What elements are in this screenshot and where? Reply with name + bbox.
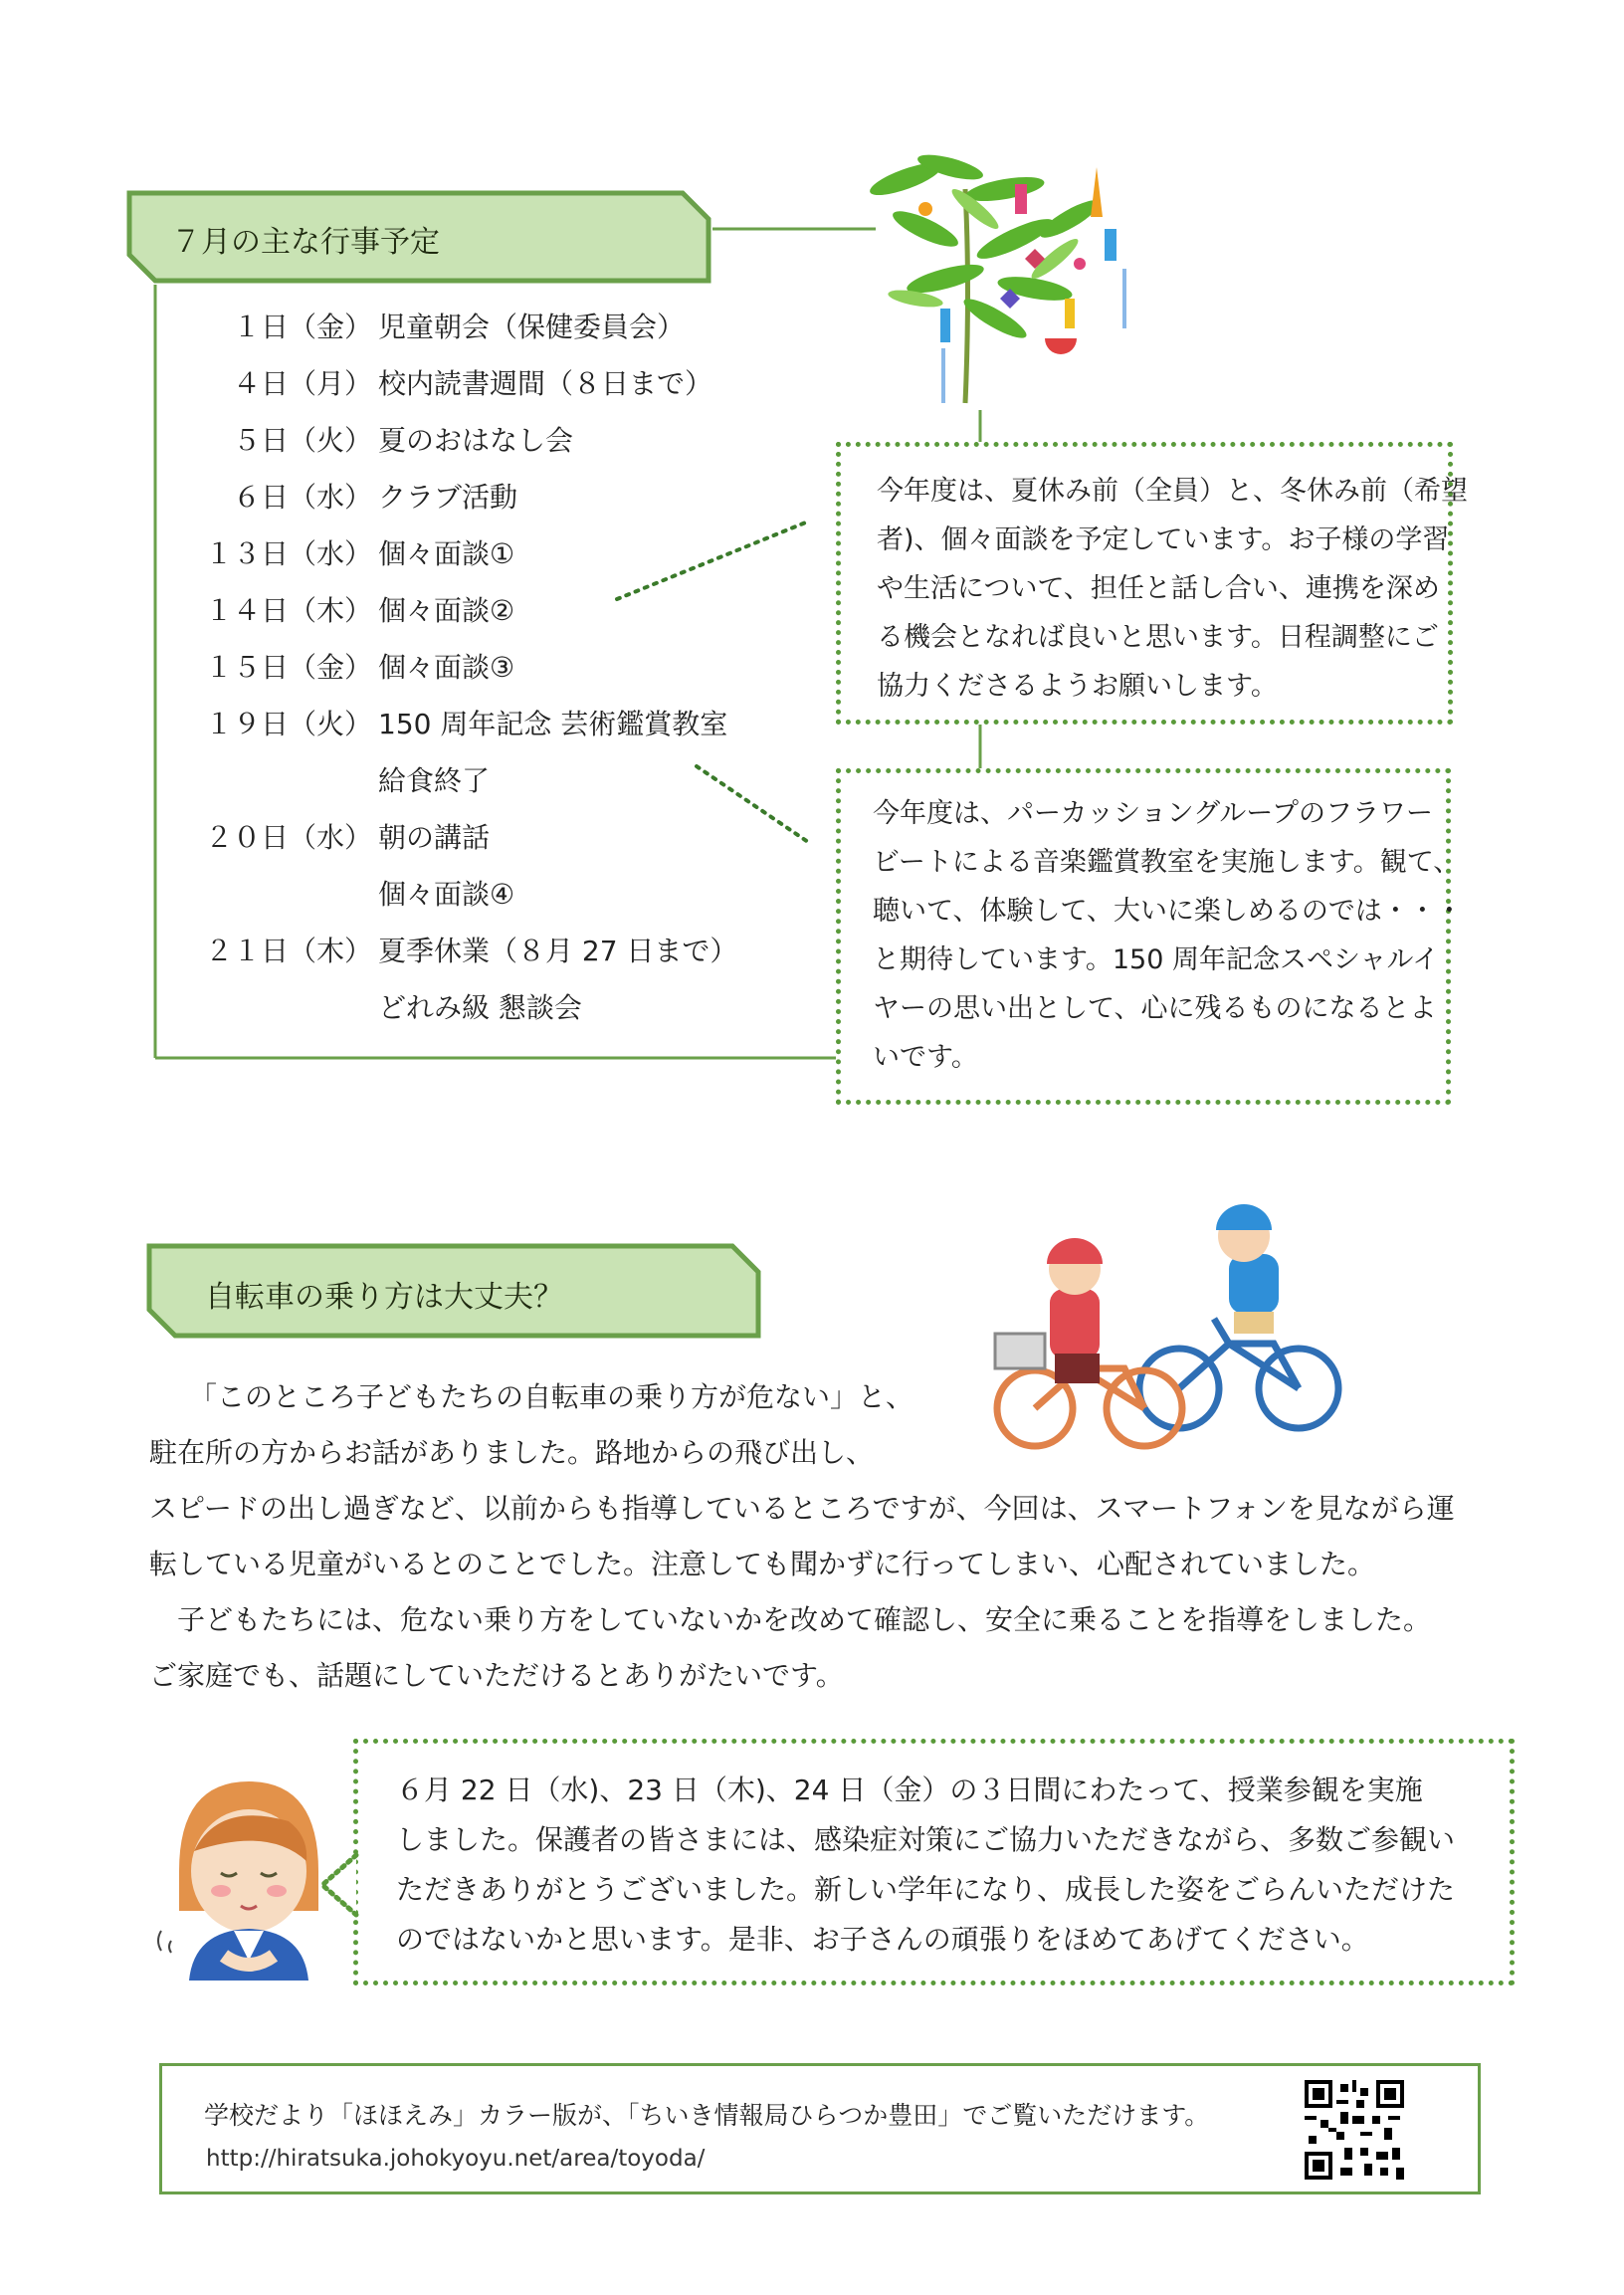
concert-note-line: ヤーの思い出として、心に残るものになるとよ [873, 993, 1437, 1024]
paragraph-line: 駐在所の方からお話がありました。路地からの飛び出し、 [149, 1436, 875, 1469]
schedule-day: １日 [232, 311, 289, 343]
july-section-title: ７月の主な行事予定 [171, 225, 440, 260]
schedule-day: ６日 [232, 481, 289, 514]
concert-note-line: 今年度は、パーカッショングループのフラワー [873, 798, 1433, 829]
schedule-weekday: （火） [289, 708, 373, 740]
schedule-event: クラブ活動 [378, 481, 518, 514]
paragraph-line: 「このところ子どもたちの自転車の乗り方が危ない」と、 [189, 1380, 914, 1413]
concert-note-line: ビートによる音楽鑑賞教室を実施します。観て、 [873, 847, 1461, 878]
schedule-event: 給食終了 [378, 764, 491, 797]
schedule-event: 個々面談② [378, 594, 515, 627]
speech-bubble-pointer [316, 1851, 360, 1921]
class-visit-note-box [353, 1739, 1515, 1985]
schedule-weekday: （金） [289, 311, 373, 343]
interview-note-line: や生活について、担任と話し合い、連携を深め [877, 573, 1440, 604]
schedule-day: ２０日 [204, 821, 289, 854]
concert-note-line: と期待しています。150 周年記念スペシャルイ [873, 944, 1440, 975]
interview-note-line: 今年度は、夏休み前（全員）と、冬休み前（希望 [877, 476, 1468, 507]
schedule-day: １９日 [204, 708, 289, 740]
schedule-day: ４日 [232, 367, 289, 400]
visit-note-line: ただきありがとうございました。新しい学年になり、成長した姿をごらんいただけた [396, 1873, 1456, 1906]
schedule-event: 個々面談① [378, 537, 515, 570]
interview-note-line: る機会となれば良いと思います。日程調整にご [877, 622, 1439, 653]
interview-note-line: 協力くださるようお願いします。 [877, 671, 1278, 702]
concert-note-box [836, 768, 1463, 1105]
interview-note-line: 者)、個々面談を予定しています。お子様の学習 [877, 524, 1450, 555]
schedule-weekday: （水） [289, 821, 373, 854]
paragraph-line: ご家庭でも、話題にしていただけるとありがたいです。 [149, 1659, 844, 1692]
interview-note-box [836, 442, 1468, 725]
schedule-weekday: （月） [289, 367, 373, 400]
concert-note-line: いです。 [873, 1042, 978, 1073]
schedule-day: １５日 [204, 651, 289, 684]
schedule-day: １３日 [204, 537, 289, 570]
schedule-weekday: （水） [289, 537, 373, 570]
schedule-weekday: （火） [289, 424, 373, 457]
visit-note-line: ６月 22 日（水)、23 日（木)、24 日（金）の３日間にわたって、授業参観を実施 [396, 1773, 1423, 1806]
paragraph-line: スピードの出し過ぎなど、以前からも指導しているところですが、今回は、スマートフォンを見ながら運 [149, 1492, 1455, 1525]
bicycle-section-heading [145, 1242, 762, 1340]
visit-note-line: しました。保護者の皆さまには、感染症対策にご協力いただきながら、多数ご参観い [396, 1823, 1456, 1856]
schedule-weekday: （木） [289, 935, 373, 967]
schedule-event: 個々面談③ [378, 651, 515, 684]
footer-url-link[interactable]: http://hiratsuka.johokyoyu.net/area/toyoda/ [206, 2146, 706, 2172]
schedule-event: 校内読書週間（８日まで） [378, 367, 713, 400]
tanabata-bamboo-illustration [866, 149, 1164, 418]
paragraph-line: 転している児童がいるとのことでした。注意しても聞かずに行ってしまい、心配されていました。 [149, 1548, 1376, 1580]
schedule-weekday: （木） [289, 594, 373, 627]
concert-note-line: 聴いて、体験して、大いに楽しめるのでは・・・ [873, 896, 1463, 927]
schedule-event: 150 周年記念 芸術鑑賞教室 [378, 708, 728, 740]
schedule-weekday: （金） [289, 651, 373, 684]
schedule-event: 夏のおはなし会 [378, 424, 574, 457]
schedule-weekday: （水） [289, 481, 373, 514]
footer-box [159, 2063, 1481, 2194]
visit-note-line: のではないかと思います。是非、お子さんの頑張りをほめてあげてください。 [396, 1923, 1369, 1956]
schedule-event: 夏季休業（８月 27 日まで） [378, 935, 738, 967]
qr-code[interactable] [1305, 2080, 1404, 2180]
children-cycling-illustration [985, 1194, 1353, 1453]
bicycle-section-title: 自転車の乗り方は大丈夫？ [205, 1280, 563, 1315]
schedule-event: 児童朝会（保健委員会） [378, 311, 686, 343]
schedule-day: ５日 [232, 424, 289, 457]
footer-text: 学校だより「ほほえみ」カラー版が、「ちいき情報局ひらつか豊田」でご覧いただけます。 [204, 2101, 1210, 2130]
paragraph-line: 子どもたちには、危ない乗り方をしていないかを改めて確認し、安全に乗ることを指導をしました。 [177, 1603, 1432, 1636]
schedule-day: ２１日 [204, 935, 289, 967]
schedule-event: 朝の講話 [378, 821, 491, 854]
schedule-event: 個々面談④ [378, 878, 515, 911]
schedule-day: １４日 [204, 594, 289, 627]
schedule-event: どれみ級 懇談会 [378, 991, 582, 1024]
